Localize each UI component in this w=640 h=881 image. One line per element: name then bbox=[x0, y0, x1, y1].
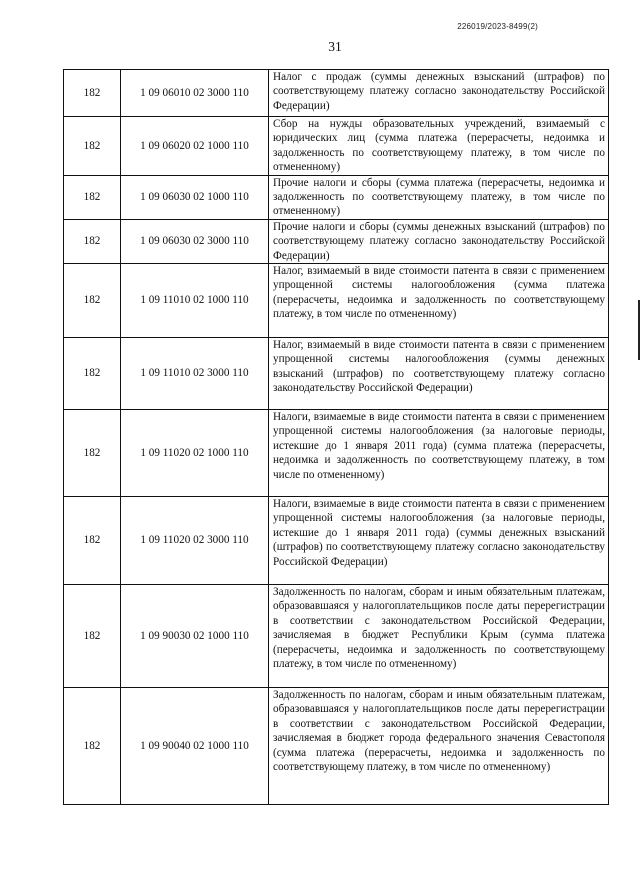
admin-code-cell: 182 bbox=[64, 497, 121, 585]
page-number: 31 bbox=[328, 39, 342, 54]
table-row bbox=[64, 688, 609, 805]
revenue-name-cell: Прочие налоги и сборы (сумма платежа (перерасчеты, недоимка и задолженность по соответствующему платежу, в том числе по отмененному) bbox=[269, 175, 609, 219]
admin-code-cell: 182 bbox=[64, 410, 121, 497]
admin-code-cell: 182 bbox=[64, 688, 121, 805]
budget-code-cell: 1 09 06030 02 3000 110 bbox=[121, 219, 269, 263]
budget-code-cell: 1 09 11010 02 1000 110 bbox=[121, 264, 269, 338]
table-row bbox=[64, 410, 609, 497]
document-number: 226019/2023-8499(2) bbox=[457, 22, 538, 31]
budget-code-cell: 1 09 06020 02 1000 110 bbox=[121, 117, 269, 176]
revenue-name-cell: Налоги, взимаемые в виде стоимости патента в связи с применением упрощенной системы налогообложения (за налоговые периоды, истекшие до 1 января 2011 года) (сумма платежа (перерасчеты, недоимка и задолженность по соответствующему платежу, в том числе по отмененному) bbox=[269, 410, 609, 497]
table-row bbox=[64, 264, 609, 338]
budget-code-cell: 1 09 06010 02 3000 110 bbox=[121, 70, 269, 117]
budget-codes-table bbox=[63, 69, 609, 805]
admin-code-cell: 182 bbox=[64, 175, 121, 219]
revenue-name-cell: Задолженность по налогам, сборам и иным обязательным платежам, образовавшаяся у налогоплательщиков после даты перерегистрации в соответствии с законодательством Российской Федерации, зачисляемая в бюджет города федерального значения Севастополя (сумма платежа (перерасчеты, недоимка и задолженность по соответствующему платежу, в том числе по отмененному) bbox=[269, 688, 609, 805]
budget-code-cell: 1 09 90040 02 1000 110 bbox=[121, 688, 269, 805]
budget-code-cell: 1 09 06030 02 1000 110 bbox=[121, 175, 269, 219]
admin-code-cell: 182 bbox=[64, 219, 121, 263]
budget-code-cell: 1 09 11020 02 3000 110 bbox=[121, 497, 269, 585]
revenue-name-cell: Прочие налоги и сборы (суммы денежных взысканий (штрафов) по соответствующему платежу согласно законодательству Российской Федерации) bbox=[269, 219, 609, 263]
revenue-name-cell: Налог, взимаемый в виде стоимости патента в связи с применением упрощенной системы налогообложения (сумма платежа (перерасчеты, недоимка и задолженность по соответствующему платежу, в том числе по отмененному) bbox=[269, 264, 609, 338]
admin-code-cell: 182 bbox=[64, 70, 121, 117]
admin-code-cell: 182 bbox=[64, 338, 121, 410]
revenue-name-cell: Налог с продаж (суммы денежных взысканий (штрафов) по соответствующему платежу согласно законодательству Российской Федерации) bbox=[269, 70, 609, 117]
table-row bbox=[64, 585, 609, 688]
table-row bbox=[64, 70, 609, 117]
table-row bbox=[64, 117, 609, 176]
revenue-name-cell: Сбор на нужды образовательных учреждений, взимаемый с юридических лиц (сумма платежа (перерасчеты, недоимка и задолженность по соответствующему платежу, в том числе по отмененному) bbox=[269, 117, 609, 176]
admin-code-cell: 182 bbox=[64, 117, 121, 176]
admin-code-cell: 182 bbox=[64, 585, 121, 688]
table-row bbox=[64, 338, 609, 410]
revenue-name-cell: Налог, взимаемый в виде стоимости патента в связи с применением упрощенной системы налогообложения (суммы денежных взысканий (штрафов) по соответствующему платежу согласно законодательству Российской Федерации) bbox=[269, 338, 609, 410]
budget-code-cell: 1 09 90030 02 1000 110 bbox=[121, 585, 269, 688]
table-row bbox=[64, 497, 609, 585]
table-row bbox=[64, 175, 609, 219]
revenue-name-cell: Задолженность по налогам, сборам и иным обязательным платежам, образовавшаяся у налогоплательщиков после даты перерегистрации в соответствии с законодательством Российской Федерации, зачисляемая в бюджет Республики Крым (сумма платежа (перерасчеты, недоимка и задолженность по соответствующему платежу, в том числе по отмененному) bbox=[269, 585, 609, 688]
budget-code-cell: 1 09 11020 02 1000 110 bbox=[121, 410, 269, 497]
admin-code-cell: 182 bbox=[64, 264, 121, 338]
budget-code-cell: 1 09 11010 02 3000 110 bbox=[121, 338, 269, 410]
table-row bbox=[64, 219, 609, 263]
revenue-name-cell: Налоги, взимаемые в виде стоимости патента в связи с применением упрощенной системы налогообложения (за налоговые периоды, истекшие до 1 января 2011 года) (суммы денежных взысканий (штрафов) по соответствующему платежу согласно законодательству Российской Федерации) bbox=[269, 497, 609, 585]
